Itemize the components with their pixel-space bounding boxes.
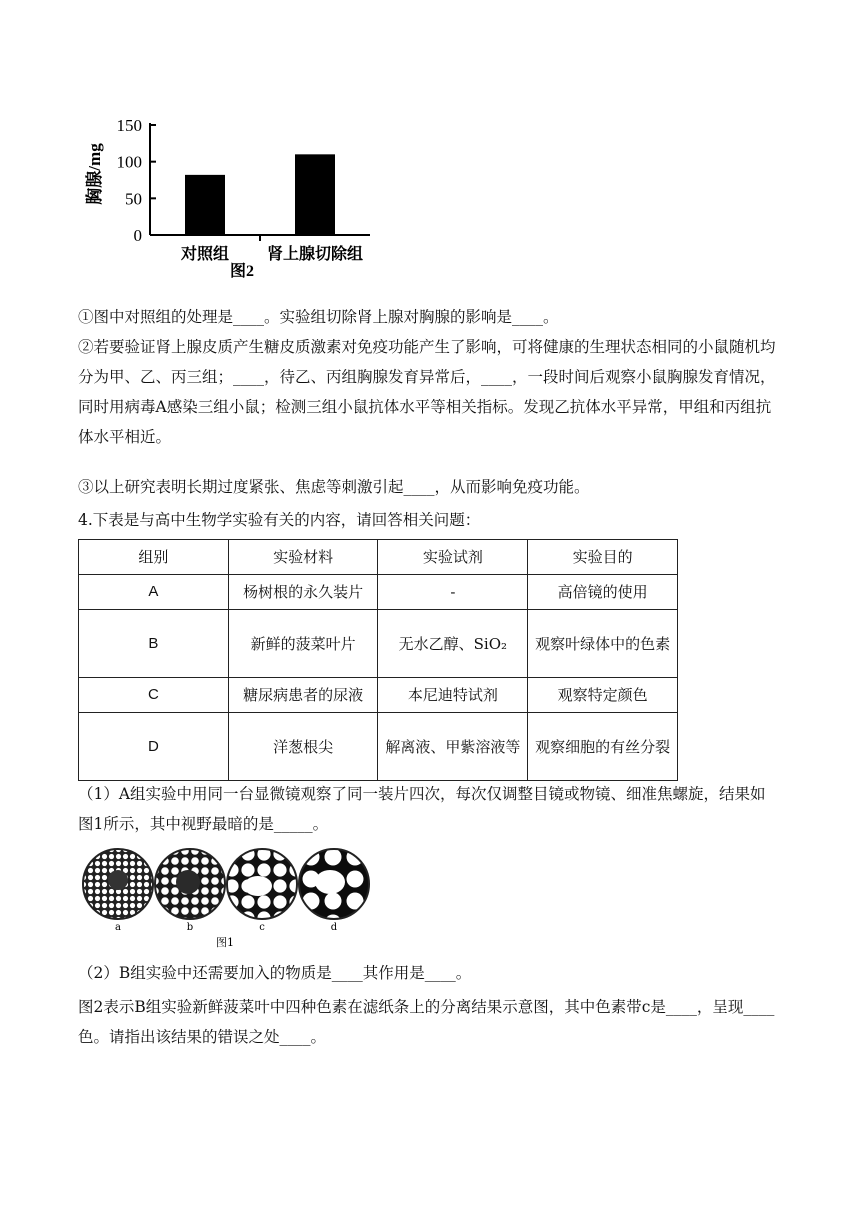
- field-label-a: a: [115, 922, 121, 933]
- chart-caption: 图2: [229, 263, 255, 280]
- y-axis-label: 胸腺/mg: [85, 143, 104, 205]
- table-cell-reagent: 本尼迪特试剂: [378, 678, 528, 713]
- table-header-cell: 实验目的: [528, 540, 678, 575]
- experiment-table: [78, 539, 678, 781]
- table-cell-purpose: 观察细胞的有丝分裂: [528, 713, 678, 781]
- field-b: [155, 849, 225, 919]
- thymus-bar-chart: [80, 110, 380, 290]
- field-label-c: c: [259, 922, 265, 933]
- figure1-caption: 图1: [216, 936, 234, 949]
- table-row: [79, 713, 678, 781]
- question-2: （2）B组实验中还需要加入的物质是____其作用是____。: [78, 964, 472, 982]
- y-tick-label: 0: [133, 226, 142, 245]
- table-row: [79, 678, 678, 713]
- question-4-intro: 4.下表是与高中生物学实验有关的内容，请回答相关问题：: [78, 511, 481, 529]
- paragraph-1: ①图中对照组的处理是____。实验组切除肾上腺对胸腺的影响是____。: [78, 308, 559, 326]
- y-tick-label: 150: [116, 116, 142, 135]
- bar-1: [185, 175, 225, 235]
- table-cell-reagent: -: [378, 575, 528, 610]
- table-cell-reagent: 解离液、甲紫溶液等: [378, 713, 528, 781]
- question-3: 图2表示B组实验新鲜菠菜叶中四种色素在滤纸条上的分离结果示意图，其中色素带c是____，呈现____色。请指出该结果的错误之处____。: [78, 998, 775, 1046]
- field-label-b: b: [186, 922, 194, 933]
- field-a: [83, 849, 153, 919]
- table-header-row: [79, 540, 678, 575]
- table-header-cell: 实验材料: [228, 540, 378, 575]
- table-cell-purpose: 高倍镜的使用: [528, 575, 678, 610]
- paragraph-2: ②若要验证肾上腺皮质产生糖皮质激素对免疫功能产生了影响，可将健康的生理状态相同的小鼠随机均分为甲、乙、丙三组；____，待乙、丙组胸腺发育异常后，____，一段时间后观察小鼠胸腺发育情况，同时用病毒A感染三组小鼠；检测三组小鼠抗体水平等相关指标。发现乙抗体水平异常，甲组和丙组抗体水平相近。: [78, 338, 776, 446]
- bar-2: [295, 154, 335, 235]
- question-1: （1）A组实验中用同一台显微镜观察了同一装片四次，每次仅调整目镜或物镜、细准焦螺旋，结果如图1所示，其中视野最暗的是_____。: [78, 785, 766, 833]
- field-d: [299, 849, 369, 919]
- table-cell-purpose: 观察特定颜色: [528, 678, 678, 713]
- table-cell-group: B: [79, 610, 229, 678]
- x-category-label: 肾上腺切除组: [266, 246, 364, 263]
- table-cell-group: C: [79, 678, 229, 713]
- table-cell-purpose: 观察叶绿体中的色素: [528, 610, 678, 678]
- paragraph-3: ③以上研究表明长期过度紧张、焦虑等刺激引起____，从而影响免疫功能。: [78, 478, 590, 496]
- x-category-label: 对照组: [180, 246, 230, 263]
- table-header-cell: 组别: [79, 540, 229, 575]
- table-header-cell: 实验试剂: [378, 540, 528, 575]
- table-cell-material: 杨树根的永久装片: [228, 575, 378, 610]
- microscope-fields-figure: [80, 846, 370, 950]
- table-cell-material: 糖尿病患者的尿液: [228, 678, 378, 713]
- table-cell-reagent: 无水乙醇、SiO₂: [378, 610, 528, 678]
- table-cell-material: 新鲜的菠菜叶片: [228, 610, 378, 678]
- table-row: [79, 575, 678, 610]
- y-tick-label: 50: [125, 189, 142, 209]
- table-row: [79, 610, 678, 678]
- table-cell-group: D: [79, 713, 229, 781]
- field-c: [227, 849, 297, 919]
- table-cell-group: A: [79, 575, 229, 610]
- y-tick-label: 100: [116, 152, 142, 172]
- field-label-d: d: [330, 922, 338, 933]
- table-cell-material: 洋葱根尖: [228, 713, 378, 781]
- chart-bars: [180, 154, 363, 263]
